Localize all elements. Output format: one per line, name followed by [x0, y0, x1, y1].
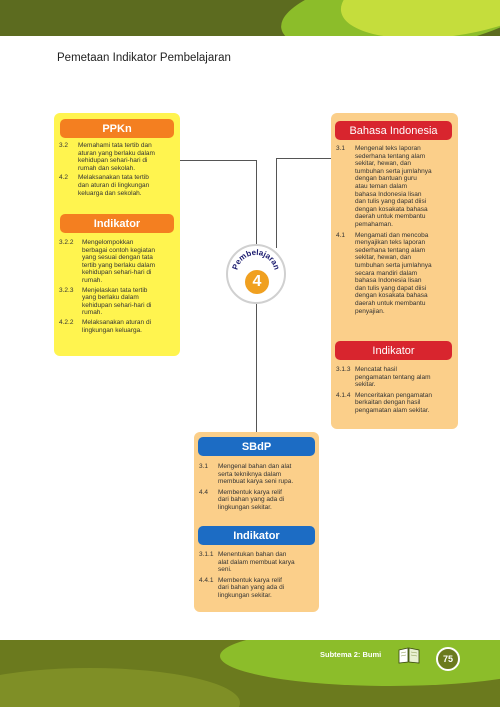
- item-number: 4.4: [199, 488, 209, 496]
- item-text: [355, 392, 456, 415]
- item-text-line: dengan kosakata bahasa: [355, 205, 428, 213]
- item-text-line: kehidupan sehari-hari di: [78, 157, 148, 165]
- item-text-line: serta tekniknya dalam: [218, 470, 282, 478]
- item-text-line: Menjelaskan tata tertib: [82, 286, 148, 294]
- item-text-line: sederhana tentang alam: [355, 246, 426, 254]
- item-text: [218, 489, 317, 512]
- sbdp-indikator-header: Indikator: [198, 526, 315, 545]
- item-number: 4.1: [336, 231, 346, 239]
- ppkn-box: [54, 113, 180, 356]
- item-text: [82, 319, 177, 334]
- item-text-line: Menentukan bahan dan: [218, 551, 287, 558]
- item-number: 3.1.1: [199, 551, 214, 558]
- list-item: [336, 392, 456, 415]
- item-text: [355, 232, 456, 316]
- item-number: 4.1.4: [336, 391, 351, 399]
- item-text-line: dan tulis yang dapat diisi: [355, 284, 427, 292]
- item-text-line: rumah.: [82, 309, 103, 317]
- pembelajaran-label: Pembelajaran: [230, 247, 282, 271]
- bahasa-box: [331, 113, 458, 429]
- connector-right-vertical: [276, 158, 277, 248]
- page-number: 75: [436, 647, 460, 671]
- item-text-line: sederhana tentang alam: [355, 152, 426, 160]
- item-text-line: tumbuhan serta jumlahnya: [355, 167, 432, 175]
- bahasa-indikator-header: Indikator: [335, 341, 452, 360]
- item-text-line: Mengamati dan mencoba: [355, 231, 429, 239]
- item-number: 3.1: [336, 145, 346, 152]
- list-item: [59, 287, 177, 317]
- item-number: 3.1: [199, 463, 209, 470]
- list-item: [199, 551, 317, 574]
- item-text-line: rumah dan sekolah.: [78, 164, 136, 172]
- item-number: 4.2: [59, 174, 69, 182]
- bottom-decorative-band: [0, 640, 500, 707]
- page-title: Pemetaan Indikator Pembelajaran: [57, 52, 231, 64]
- item-text-line: daerah untuk membantu: [355, 213, 426, 221]
- item-text-line: dengan bantuan guru: [355, 175, 417, 183]
- item-text-line: Melaksanakan tata tertib: [78, 174, 149, 182]
- item-text: [355, 145, 456, 229]
- item-text-line: Membentuk karya relif: [218, 488, 282, 496]
- item-text-line: pengamatan tentang alam: [355, 373, 431, 381]
- item-text-line: seni.: [218, 566, 232, 574]
- item-text-line: Mengenal teks laporan: [355, 145, 421, 152]
- item-text-line: penyajian.: [355, 307, 385, 315]
- item-text-line: sekitar.: [355, 381, 376, 389]
- item-text-line: keluarga dan sekolah.: [78, 189, 142, 197]
- item-text-line: daerah untuk membantu: [355, 299, 426, 307]
- subtema-label: Subtema 2: Bumi: [320, 650, 382, 659]
- item-text-line: aturan yang berlaku dalam: [78, 149, 155, 157]
- item-text-line: berkaitan dengan hasil: [355, 399, 421, 407]
- item-text: [78, 174, 177, 197]
- connector-left: [180, 160, 256, 161]
- item-text-line: Membentuk karya relif: [218, 576, 282, 584]
- item-text-line: lingkungan sekitar.: [218, 503, 272, 511]
- item-text-line: secara mandiri dalam: [355, 269, 418, 277]
- item-text-line: tertib yang berlaku dalam: [82, 261, 155, 269]
- item-text-line: berbagai contoh kegiatan: [82, 246, 156, 254]
- list-item: [59, 319, 177, 334]
- item-text: [218, 463, 317, 486]
- pembelajaran-circle: [226, 244, 286, 304]
- item-text-line: alat dalam membuat karya: [218, 558, 295, 566]
- item-text-line: rumah.: [82, 276, 103, 284]
- item-number: 3.2.3: [59, 286, 74, 294]
- item-text-line: sekitar, hewan, dan: [355, 254, 412, 262]
- top-decorative-band: [0, 0, 500, 36]
- item-text-line: dari bahan yang ada di: [218, 584, 285, 592]
- item-text-line: Melaksanakan aturan di: [82, 319, 152, 326]
- sbdp-header: SBdP: [198, 437, 315, 456]
- item-text-line: kehidupan sehari-hari di: [82, 301, 152, 309]
- item-text-line: pengamatan alam sekitar.: [355, 406, 430, 414]
- item-text-line: sekitar, hewan, dan: [355, 160, 412, 168]
- item-text: [78, 142, 177, 172]
- item-text-line: Mengenal bahan dan alat: [218, 463, 292, 470]
- item-text-line: atau teman dalam: [355, 182, 408, 190]
- item-text-line: dan tulis yang dapat diisi: [355, 198, 427, 206]
- sbdp-box: [194, 432, 319, 612]
- bottom-wave-dark: [0, 668, 240, 707]
- item-text-line: dengan kosakata bahasa: [355, 292, 428, 300]
- svg-text:Pembelajaran: [231, 248, 282, 271]
- item-text-line: menyajikan teks laporan: [355, 239, 426, 247]
- item-text-line: lingkungan sekitar.: [218, 591, 272, 599]
- item-text-line: lingkungan keluarga.: [82, 326, 142, 334]
- item-text-line: dan aturan di lingkungan: [78, 181, 150, 189]
- bahasa-header: Bahasa Indonesia: [335, 121, 452, 140]
- item-text-line: yang sesuai dengan tata: [82, 254, 153, 262]
- list-item: [59, 239, 177, 285]
- item-text: [355, 366, 456, 389]
- item-text-line: bahasa Indonesia lisan: [355, 277, 422, 285]
- item-text-line: Menceritakan pengamatan: [355, 391, 432, 399]
- list-item: [59, 142, 177, 172]
- list-item: [336, 145, 456, 229]
- item-text-line: pemahaman.: [355, 220, 393, 228]
- list-item: [336, 232, 456, 316]
- item-text-line: bahasa Indonesia lisan: [355, 190, 422, 198]
- list-item: [199, 463, 317, 486]
- item-text-line: dari bahan yang ada di: [218, 496, 285, 504]
- list-item: [199, 577, 317, 600]
- connector-bottom: [256, 302, 257, 432]
- item-text-line: yang berlaku dalam: [82, 294, 139, 302]
- item-number: 4.4.1: [199, 576, 214, 584]
- item-text-line: membuat karya seni rupa.: [218, 478, 294, 486]
- item-text: [218, 551, 317, 574]
- item-text-line: tumbuhan serta jumlahnya: [355, 261, 432, 269]
- book-icon: [397, 646, 421, 664]
- ppkn-header: PPKn: [60, 119, 174, 138]
- item-text-line: Mengelompokkan: [82, 239, 134, 246]
- item-number: 3.2.2: [59, 239, 74, 246]
- connector-left-vertical: [256, 160, 257, 246]
- list-item: [59, 174, 177, 197]
- item-text: [218, 577, 317, 600]
- item-text-line: Mencatat hasil: [355, 366, 397, 373]
- item-text-line: kehidupan sehari-hari di: [82, 269, 152, 277]
- list-item: [336, 366, 456, 389]
- item-number: 3.2: [59, 142, 69, 149]
- list-item: [199, 489, 317, 512]
- item-text: [82, 287, 177, 317]
- item-number: 4.2.2: [59, 319, 74, 326]
- item-text: [82, 239, 177, 285]
- item-number: 3.1.3: [336, 366, 351, 373]
- item-text-line: Memahami tata tertib dan: [78, 142, 152, 149]
- ppkn-indikator-header: Indikator: [60, 214, 174, 233]
- connector-right: [276, 158, 331, 159]
- pembelajaran-number: 4: [245, 270, 269, 294]
